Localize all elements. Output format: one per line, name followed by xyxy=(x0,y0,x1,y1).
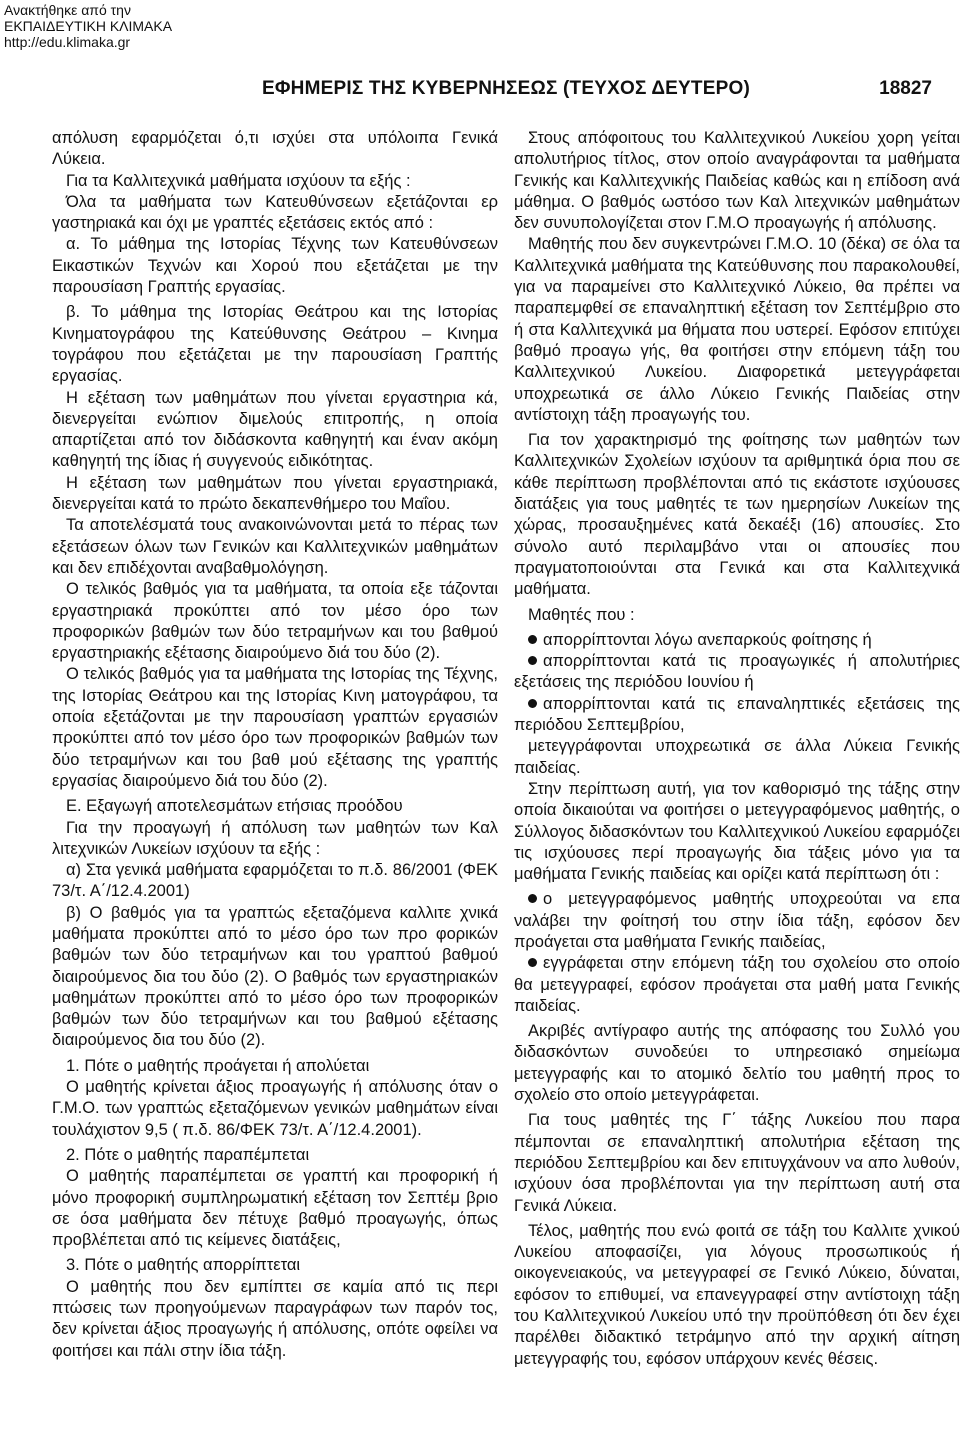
bullet-text: απορρίπτονται κατά τις επαναληπτικές εξετάσεις της περιόδου Σεπτεμβρίου, xyxy=(514,694,960,735)
subheading: 1. Πότε ο μαθητής προάγεται ή απολύεται xyxy=(66,1056,370,1075)
bullet-item xyxy=(514,889,960,953)
paragraph: Ο μαθητής που δεν εμπίπτει σε καμία από τις περι πτώσεις των προηγούμενων παραγράφων των παρόν τος, δεν κρίνεται άξιος προαγωγής ή απόλυσης, οπότε οφείλει να φοιτήσει και πάλι στην ίδια τάξη. xyxy=(52,1277,498,1360)
watermark-url[interactable]: http://edu.klimaka.gr xyxy=(4,34,131,50)
paragraph: Στην περίπτωση αυτή, για τον καθορισμό της τάξης στην οποία δικαιούται να φοιτήσει ο μετεγγραφόμενος μαθητής, ο Σύλλογος διδασκόντων του Καλλιτεχνικού Λυκείου εφαρμόζει τις ισχύουσες περί προαγωγής δια τάξεις μόνο για τα μαθήματα Γενικής παιδείας και ορίζει κατά περίπτωση ότι : xyxy=(514,779,960,884)
paragraph: Ο μαθητής παραπέμπεται σε γραπτή και προφορική ή μόνο προφορική συμπληρωματική εξέταση τον Σεπτέμ βριο σε όσα μαθήματα δεν πέτυχε βαθμό προαγωγής, όπως προβλέπεται από τις κείμενες διατάξεις, xyxy=(52,1167,498,1250)
right-column xyxy=(514,128,960,1370)
paragraph: α) Στα γενικά μαθήματα εφαρμόζεται το π.δ. 86/2001 (ΦΕΚ 73/τ. Α΄/12.4.2001) xyxy=(52,861,498,901)
paragraph: Ο μαθητής κρίνεται άξιος προαγωγής ή απόλυσης όταν ο Γ.Μ.Ο. των γραπτώς εξεταζόμενων γενικών μαθημάτων είναι τουλάχιστον 9,5 ( π.δ. 86/ΦΕΚ 73/τ. Α΄/12.4.2001). xyxy=(52,1078,498,1139)
bullet-icon xyxy=(528,699,537,708)
paragraph: Για τον χαρακτηρισμό της φοίτησης των μαθητών των Καλλιτεχνικών Σχολείων ισχύουν τα αριθμητικά όρια που σε κάθε περίπτωση προβλέπονται από τις εκάστοτε ισχύουσες διατάξεις για τους μαθητές τε των ημερησίων Λυκείων της χώρας, προσαυξημένες κατά δεκαέξι (16) απουσίες. Στο σύνολο αυτό περιλαμβάνο νται οι απουσίες που πραγματοποιούνται στα Γενικά και στα Καλλιτεχνικά μαθήματα. xyxy=(514,431,960,599)
paragraph: Για τα Καλλιτεχνικά μαθήματα ισχύουν τα εξής : xyxy=(66,171,411,190)
paragraph: Για την προαγωγή ή απόλυση των μαθητών των Καλ λιτεχνικών Λυκείων ισχύουν τα εξής : xyxy=(52,818,498,858)
watermark xyxy=(4,2,172,50)
subheading: 2. Πότε ο μαθητής παραπέμπεται xyxy=(66,1145,310,1164)
paragraph: Ο τελικός βαθμός για τα μαθήματα της Ιστορίας της Τέχνης, της Ιστορίας Θεάτρου και της Ιστορίας Κινη ματογράφου, τα οποία εξετάζονται με την παρουσίαση γραπτών εργασιών προκύπτει από τον μέσο όρο των προφορικών βαθμών των δύο τετραμήνων και του βαθ μού εξέτασης της γραπτής εργασίας διαιρούμενο διά του δύο (2). xyxy=(52,665,498,790)
paragraph: Η εξέταση των μαθημάτων που γίνεται εργαστηριακά, διενεργείται κατά το πρώτο δεκαπενθήμερο του Μαΐου. xyxy=(52,473,498,514)
bullet-icon xyxy=(528,635,537,644)
bullet-icon xyxy=(528,894,537,903)
paragraph: Μαθητές που : xyxy=(528,605,635,624)
paragraph: Στους απόφοιτους του Καλλιτεχνικού Λυκείου χορη γείται απολυτήριος τίτλος, στον οποίο αναγράφονται τα μαθήματα Γενικής και Καλλιτεχνικής Παιδείας καθώς και η επίδοση ανά μάθημα. Ο βαθμός ωστόσο των Καλ λιτεχνικών μαθημάτων δεν συνυπολογίζεται στον Γ.Μ.Ο προαγωγής ή απόλυσης. xyxy=(514,129,960,233)
paragraph: β) Ο βαθμός για τα γραπτώς εξεταζόμενα καλλιτε χνικά μαθήματα προκύπτει από το μέσο όρο των προ φορικών βαθμών των δύο τετραμήνων και του γραπτού βαθμού διαιρούμενος δια του δύο (2). Ο βαθμός των εργαστηριακών μαθημάτων προκύπτει από το μέσο όρο των προφορικών βαθμών των δύο τετραμήνων και του βαθμού εξέτασης διαιρούμενος δια του δύο (2). xyxy=(52,903,498,1050)
bullet-text: εγγράφεται στην επόμενη τάξη του σχολείου στο οποίο θα μετεγγραφεί, εφόσον προάγεται στα μαθή ματα Γενικής παιδείας. xyxy=(514,954,960,1015)
gazette-title: ΕΦΗΜΕΡΙΣ ΤΗΣ ΚΥΒΕΡΝΗΣΕΩΣ (ΤΕΥΧΟΣ ΔΕΥΤΕΡΟ) xyxy=(262,78,750,99)
section-heading: Ε. Εξαγωγή αποτελεσμάτων ετήσιας προόδου xyxy=(66,797,403,816)
paragraph: Η εξέταση των μαθημάτων που γίνεται εργαστηρια κά, διενεργείται ενώπιον διμελούς επιτροπής, η οποία απαρτίζεται από τον διδάσκοντα καθηγητή και έναν ακόμη καθηγητή της ίδιας ή συγγενούς ειδικότητας. xyxy=(52,388,498,471)
bullet-text: απορρίπτονται κατά τις προαγωγικές ή απολυτήριες εξετάσεις της περιόδου Ιουνίου ή xyxy=(514,652,960,692)
paragraph: μετεγγράφονται υποχρεωτικά σε άλλα Λύκεια Γενικής παιδείας. xyxy=(514,737,960,777)
bullet-item xyxy=(514,953,960,1017)
bullet-text: ο μετεγγραφόμενος μαθητής υποχρεούται να επα ναλάβει την φοίτησή του στην ίδια τάξη, εφόσον δεν προάγεται στα μαθήματα Γενικής παιδείας, xyxy=(514,890,960,951)
bullet-icon xyxy=(528,958,537,967)
paragraph: α. Το μάθημα της Ιστορίας Τέχνης των Κατευθύνσεων Εικαστικών Τεχνών και Χορού που εξετάζεται με την παρουσίαση Γραπτής εργασίας. xyxy=(52,235,498,297)
page-header xyxy=(0,78,960,102)
watermark-line-2: ΕΚΠΑΙΔΕΥΤΙΚΗ ΚΛΙΜΑΚΑ xyxy=(4,18,173,34)
subheading: 3. Πότε ο μαθητής απορρίπτεται xyxy=(66,1256,301,1275)
bullet-item xyxy=(514,630,960,651)
watermark-line-1: Ανακτήθηκε από την xyxy=(4,2,131,18)
bullet-text: απορρίπτονται λόγω ανεπαρκούς φοίτησης ή xyxy=(543,630,872,649)
bullet-item xyxy=(514,651,960,694)
paragraph: Ο τελικός βαθμός για τα μαθήματα, τα οποία εξε τάζονται εργαστηριακά προκύπτει από τον μέσο όρο των προφορικών βαθμών των δύο τετραμήνων και του βαθμού εργαστηριακής εξέτασης διαιρούμενο διά του δύο (2). xyxy=(52,580,498,663)
left-column xyxy=(52,128,498,1362)
paragraph: Τα αποτελέσματά τους ανακοινώνονται μετά το πέρας των εξετάσεων όλων των Γενικών και Καλλιτεχνικών μαθημάτων και δεν επιδέχονται αναβαθμολόγηση. xyxy=(52,516,498,577)
paragraph: Ακριβές αντίγραφο αυτής της απόφασης του Συλλό γου διδασκόντων συνοδεύει το υπηρεσιακό σημείωμα μετεγγραφής και το ατομικό δελτίο του μαθητή προς το σχολείο στο οποίο μετεγγράφεται. xyxy=(514,1022,960,1105)
paragraph: Τέλος, μαθητής που ενώ φοιτά σε τάξη του Καλλιτε χνικού Λυκείου αποφασίζει, για λόγους προσωπικούς ή οικογενειακούς, να μετεγγραφεί σε Γενικό Λύκειο, δύναται, εφόσον το επιθυμεί, να επανεγγραφεί στην αντίστοιχη τάξη του Καλλιτεχνικού Λυκείου υπό την προϋπόθεση ότι δεν έχει παρέλθει διδακτικό τετράμηνο από την αρχική αίτηση μετεγγραφής του, εφόσον υπάρχουν κενές θέσεις. xyxy=(514,1221,960,1368)
page-number: 18827 xyxy=(879,78,932,99)
paragraph: Μαθητής που δεν συγκεντρώνει Γ.Μ.Ο. 10 (δέκα) σε όλα τα Καλλιτεχνικά μαθήματα της Κατεύθυνσης που παρακολουθεί, για να παραμείνει στο Καλλιτεχνικό Λύκειο, θα πρέπει να παραπεμφθεί σε επαναληπτική εξέταση τον Σεπτέμβριο στο ή στα Καλλιτεχνικά μα θήματα που υστερεί. Εφόσον επιτύχει βαθμό προαγω γής, θα φοιτήσει στην επόμενη τάξη του Καλλιτεχνικού Λυκείου. Διαφορετικά μετεγγράφεται υποχρεωτικά σε άλλο Λύκειο Γενικής Παιδείας στην αντίστοιχη τάξη προαγωγής του. xyxy=(514,235,960,424)
paragraph: β. Το μάθημα της Ιστορίας Θεάτρου και της Ιστορίας Κινηματογράφου της Κατεύθυνσης Θεάτρου – Κινημα τογράφου που εξετάζεται με την παρουσίαση Γραπτής εργασίας. xyxy=(52,303,498,386)
paragraph: απόλυση εφαρμόζεται ό,τι ισχύει στα υπόλοιπα Γενικά Λύκεια. xyxy=(52,129,498,169)
bullet-item xyxy=(514,694,960,737)
paragraph: Όλα τα μαθήματα των Κατευθύνσεων εξετάζονται ερ γαστηριακά και όχι με γραπτές εξετάσεις εκτός από : xyxy=(52,192,498,233)
paragraph: Για τους μαθητές της Γ΄ τάξης Λυκείου που παρα πέμπονται σε επαναληπτική απολυτήρια εξέταση της περιόδου Σεπτεμβρίου και δεν επιτυγχάνουν να απο λυθούν, ισχύουν όσα προβλέπονται για την περίπτωση αυτή στα Γενικά Λύκεια. xyxy=(514,1111,960,1215)
bullet-icon xyxy=(528,656,537,665)
